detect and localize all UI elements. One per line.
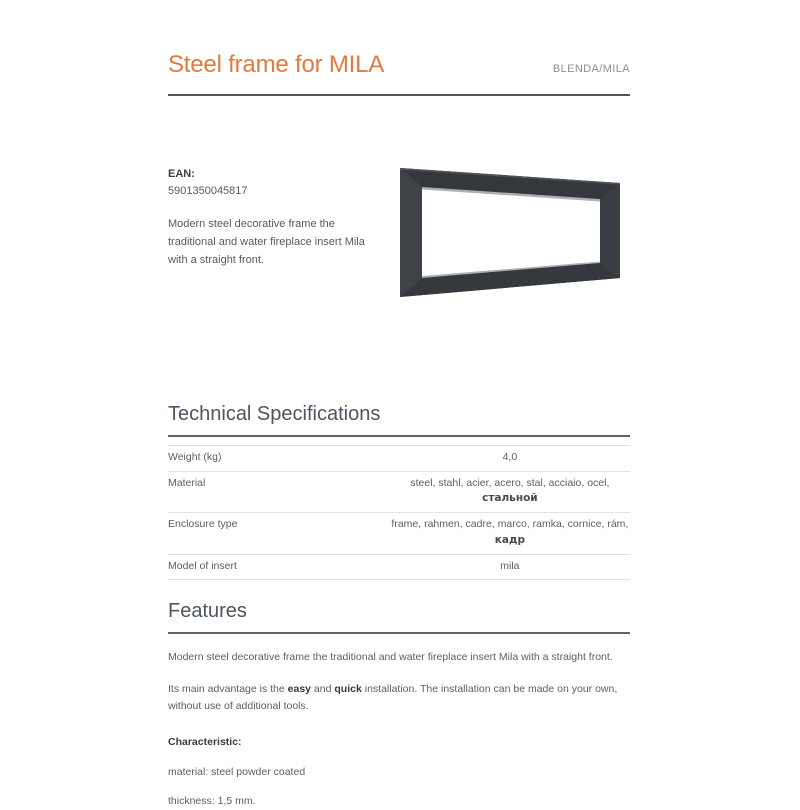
ean-value: 5901350045817	[168, 185, 248, 198]
header-divider	[168, 94, 630, 96]
spec-value-text: steel, stahl, acier, acero, stal, acciaio, ocel,	[410, 476, 610, 489]
product-description: Modern steel decorative frame the traditional and water fireplace insert Mila with a straight front.	[168, 218, 365, 267]
page-header	[168, 0, 630, 78]
features-divider	[168, 632, 630, 634]
characteristic-heading: Characteristic:	[168, 735, 242, 748]
specs-divider	[168, 435, 630, 437]
ean-label: EAN:	[168, 168, 195, 181]
characteristic-line-thickness: thickness: 1,5 mm.	[168, 795, 256, 808]
spec-value-alt-script: стальной	[482, 492, 538, 505]
spec-key: Enclosure type	[168, 518, 238, 531]
spec-key: Material	[168, 476, 206, 489]
spec-value-text: mila	[500, 559, 520, 572]
features-p2-part2: and	[311, 682, 335, 695]
product-image	[378, 156, 630, 304]
table-row	[168, 445, 630, 471]
page-title: Steel frame for MILA	[168, 51, 385, 78]
product-code-label: BLENDA/MILA	[552, 63, 630, 75]
spec-key: Model of insert	[168, 559, 237, 572]
features-p2-bold-quick: quick	[334, 682, 362, 695]
steel-frame-illustration	[394, 156, 626, 304]
spec-value	[390, 471, 630, 513]
features-paragraph-2	[168, 681, 630, 715]
table-row	[168, 554, 630, 580]
frame-right-stile	[600, 183, 620, 278]
features-p2-bold-easy: easy	[287, 682, 312, 695]
specifications-table	[168, 445, 630, 581]
spec-value-alt-script: кадр	[494, 533, 525, 546]
product-info-text	[168, 156, 378, 270]
features-p2-part3: installation. The installation can be made on your own, without use of additional tools.	[168, 682, 618, 712]
characteristic-line-material: material: steel powder coated	[168, 765, 306, 778]
spec-value	[390, 445, 630, 471]
spec-value-text: frame, rahmen, cadre, marco, ramka, cornice, rám,	[391, 518, 629, 531]
frame-left-stile	[400, 168, 422, 297]
spec-value	[390, 554, 630, 580]
features-heading: Features	[168, 600, 247, 623]
spec-key: Weight (kg)	[168, 450, 222, 463]
spec-value-text: 4,0	[502, 450, 518, 463]
specs-heading: Technical Specifications	[168, 403, 381, 426]
technical-specifications-section	[168, 402, 630, 580]
content-column	[168, 0, 630, 810]
spec-value	[390, 513, 630, 555]
table-row	[168, 471, 630, 513]
features-section	[168, 599, 630, 810]
product-info-row	[168, 156, 630, 304]
features-paragraph-1: Modern steel decorative frame the traditional and water fireplace insert Mila with a straight front.	[168, 650, 613, 663]
features-p2-part1: Its main advantage is the	[168, 682, 288, 695]
table-row	[168, 513, 630, 555]
